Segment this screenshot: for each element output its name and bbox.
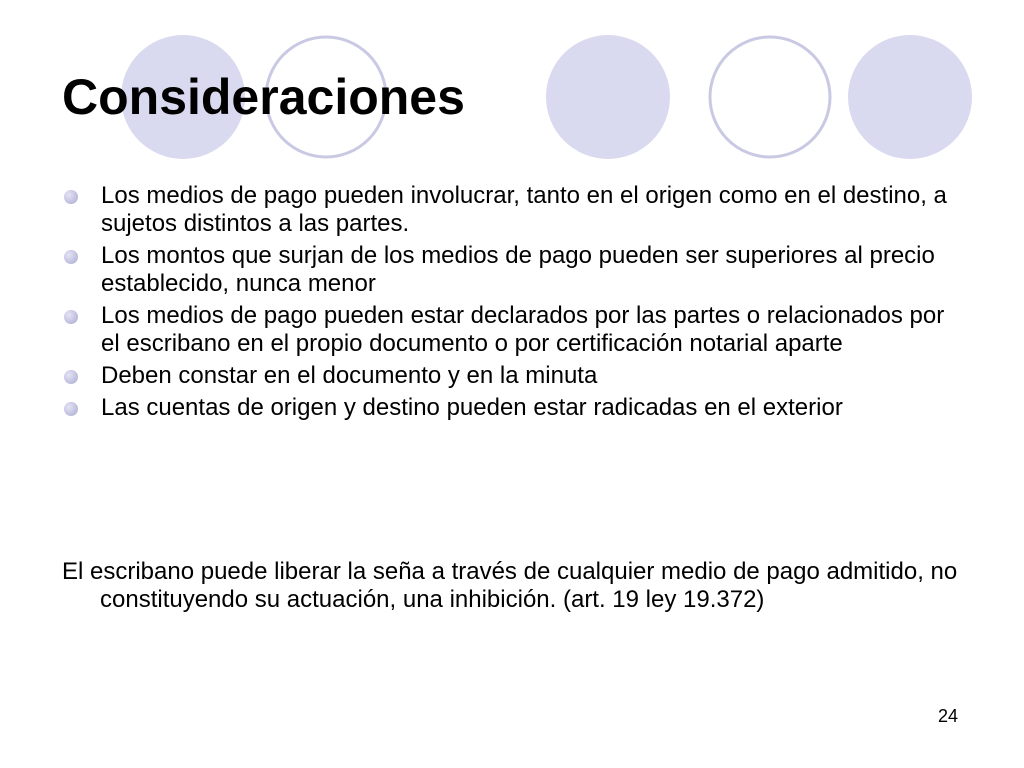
bullet-list xyxy=(64,182,954,426)
bullet-dot-icon xyxy=(64,310,78,324)
bullet-text: Los montos que surjan de los medios de pago pueden ser superiores al precio establecido, nunca menor xyxy=(101,242,935,297)
page-number: 24 xyxy=(938,706,959,726)
decor-circle-filled-2 xyxy=(546,35,670,159)
bullet-text: Los medios de pago pueden involucrar, tanto en el origen como en el destino, a sujetos distintos a las partes. xyxy=(101,182,947,237)
bullet-item xyxy=(64,242,954,298)
bullet-item xyxy=(64,362,954,390)
bullet-dot-icon xyxy=(64,370,78,384)
bullet-text: Deben constar en el documento y en la minuta xyxy=(101,362,598,389)
bullet-dot-icon xyxy=(64,250,78,264)
decor-circle-outline-2 xyxy=(710,37,830,157)
bullet-item xyxy=(64,394,954,422)
bullet-item xyxy=(64,182,954,238)
bullet-text: Los medios de pago pueden estar declarados por las partes o relacionados por el escribano en el propio documento o por certificación notarial aparte xyxy=(101,302,945,357)
bullet-text: Las cuentas de origen y destino pueden estar radicadas en el exterior xyxy=(101,394,843,421)
slide-title: Consideraciones xyxy=(62,69,465,125)
bullet-dot-icon xyxy=(64,190,78,204)
decor-circle-filled-3 xyxy=(848,35,972,159)
bullet-dot-icon xyxy=(64,402,78,416)
closing-paragraph: El escribano puede liberar la seña a través de cualquier medio de pago admitido, no constituyendo su actuación, una inhibición. (art. 19 ley 19.372) xyxy=(62,558,958,613)
bullet-item xyxy=(64,302,954,358)
